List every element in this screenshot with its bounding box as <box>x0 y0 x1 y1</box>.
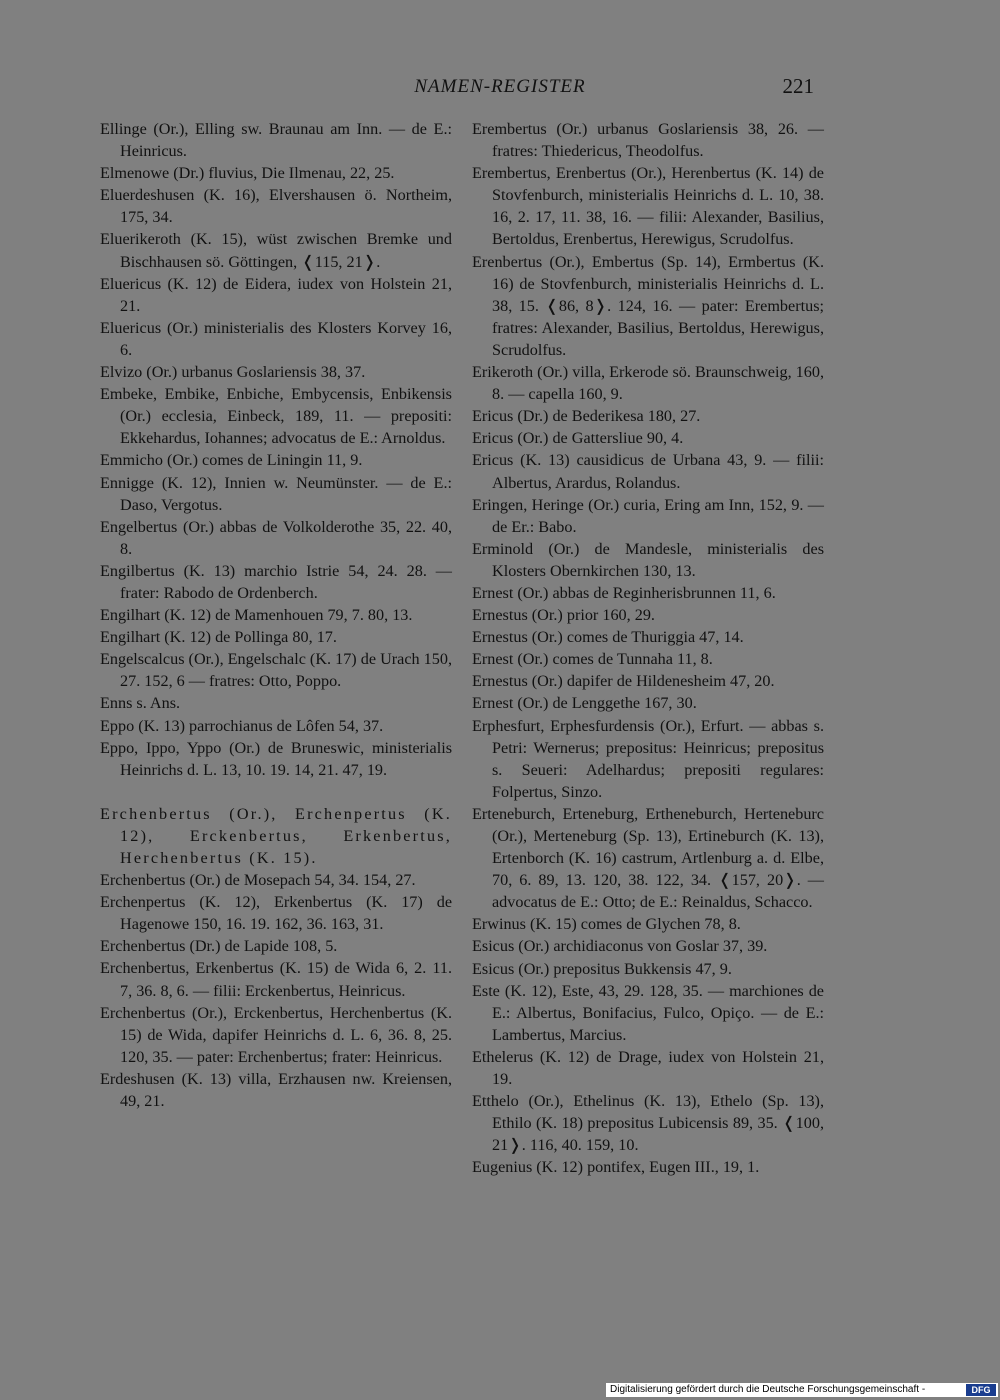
index-entry: Ethelerus (K. 12) de Drage, iudex von Holstein 21, 19. <box>472 1047 824 1089</box>
index-entry: Erphesfurt, Erphesfurdensis (Or.), Erfurt. — abbas s. Petri: Wernerus; prepositus: Heinricus; prepositus s. Seueri: Adelhardus; prepositi regulares: Folpertus, Sinzo. <box>472 716 824 801</box>
index-entry: Eppo, Ippo, Yppo (Or.) de Bruneswic, ministerialis Heinrichs d. L. 13, 10. 19. 14, 21. 47, 19. <box>100 738 452 779</box>
index-entry: Ernestus (Or.) prior 160, 29. <box>472 606 655 625</box>
index-entry: Emmicho (Or.) comes de Liningin 11, 9. <box>100 451 363 470</box>
index-entry: Esicus (Or.) archidiaconus von Goslar 37, 39. <box>472 937 768 956</box>
index-entry: Engelbertus (Or.) abbas de Volkolderothe 35, 22. 40, 8. <box>100 517 452 558</box>
index-entry: Eugenius (K. 12) pontifex, Eugen III., 19, 1. <box>472 1158 760 1177</box>
index-entry: Ericus (K. 13) causidicus de Urbana 43, 9. — filii: Albertus, Arardus, Rolandus. <box>472 451 824 492</box>
index-entry: Elvizo (Or.) urbanus Goslariensis 38, 37. <box>100 363 366 382</box>
index-entry: Erembertus, Erenbertus (Or.), Herenbertus (K. 14) de Stovfenburch, ministerialis Heinrichs d. L. 10, 38. 16, 2. 17, 11. 38, 16. — filii: Alexander, Basilius, Bertoldus, Erenbertus, Herewigus, Scrudolfus. <box>472 164 824 249</box>
index-entry: Embeke, Embike, Enbiche, Embycensis, Enbikensis (Or.) ecclesia, Einbeck, 189, 11. — prepositi: Ekkehardus, Iohannes; advocatus de E.: Arnoldus. <box>100 385 452 448</box>
index-entry: Ernest (Or.) abbas de Reginherisbrunnen 11, 6. <box>472 583 776 602</box>
index-entry: Erdeshusen (K. 13) villa, Erzhausen nw. Kreiensen, 49, 21. <box>100 1069 452 1111</box>
index-entry: Ellinge (Or.), Elling sw. Braunau am Inn. — de E.: Heinricus. <box>100 120 452 161</box>
funding-notice: Digitalisierung gefördert durch die Deutsche Forschungsgemeinschaft - <box>610 1384 926 1395</box>
index-entry: Engilhart (K. 12) de Pollinga 80, 17. <box>100 628 337 647</box>
index-entry: Erchenbertus (Or.) de Mosepach 54, 34. 154, 27. <box>100 871 416 890</box>
index-entry: Eluerikeroth (K. 15), wüst zwischen Bremke und Bischhausen sö. Göttingen, ❬115, 21❭. <box>100 230 452 271</box>
index-column-right <box>472 118 824 1179</box>
index-entry: Erenbertus (Or.), Embertus (Sp. 14), Ermbertus (K. 16) de Stovfenburch, ministerialis Heinrichs d. L. 38, 15. ❬86, 8❭. 124, 16. — pater: Erembertus; fratres: Alexander, Basilius, Bertoldus, Herewigus, Scrudolfus. <box>472 252 824 359</box>
page-number: 221 <box>782 74 814 98</box>
index-entry: Ericus (Or.) de Gattersliue 90, 4. <box>472 429 684 448</box>
index-entry: Erchenpertus (K. 12), Erkenbertus (K. 17) de Hagenowe 150, 16. 19. 162, 36. 163, 31. <box>100 893 452 934</box>
index-entry: Esicus (Or.) prepositus Bukkensis 47, 9. <box>472 959 732 978</box>
index-entry: Enns s. Ans. <box>100 694 181 713</box>
index-entry: Erikeroth (Or.) villa, Erkerode sö. Braunschweig, 160, 8. — capella 160, 9. <box>472 363 824 404</box>
index-entry: Ernest (Or.) de Lenggethe 167, 30. <box>472 694 697 713</box>
index-entry: Engilbertus (K. 13) marchio Istrie 54, 24. 28. — frater: Rabodo de Ordenberch. <box>100 561 452 602</box>
index-entry: Erchenbertus (Dr.) de Lapide 108, 5. <box>100 937 338 956</box>
index-entry: Ennigge (K. 12), Innien w. Neumünster. — de E.: Daso, Vergotus. <box>100 473 452 514</box>
index-entry: Engelscalcus (Or.), Engelschalc (K. 17) de Urach 150, 27. 152, 6 — fratres: Otto, Poppo. <box>100 650 452 691</box>
funding-footer <box>606 1383 998 1397</box>
index-entry: Erteneburch, Erteneburg, Ertheneburch, Herteneburc (Or.), Merteneburg (Sp. 13), Ertineburch (K. 13), Ertenborch (K. 16) castrum, Artlenburg a. d. Elbe, 70, 6. 89, 13. 120, 38. 122, 34. ❬157, 20❭. — advocatus de E.: Otto; de E.: Reinaldus, Schacco. <box>472 804 824 912</box>
index-entry: Eluerdeshusen (K. 16), Elvershausen ö. Northeim, 175, 34. <box>100 186 452 227</box>
index-entry: Eringen, Heringe (Or.) curia, Ering am Inn, 152, 9. — de Er.: Babo. <box>472 495 824 536</box>
index-entry: Erembertus (Or.) urbanus Goslariensis 38, 26. — fratres: Thiedericus, Theodolfus. <box>472 120 824 161</box>
section-heading-entry: Erchenbertus (Or.), Erchenpertus (K. 12), Erckenbertus, Erkenbertus, Herchenbertus (K. 15). <box>100 804 452 867</box>
index-entry: Este (K. 12), Este, 43, 29. 128, 35. — marchiones de E.: Albertus, Bonifacius, Fulco, Opiço. — de E.: Lambertus, Marcius. <box>472 981 824 1044</box>
index-entry: Erminold (Or.) de Mandesle, ministerialis des Klosters Obernkirchen 130, 13. <box>472 539 824 580</box>
index-entry: Elmenowe (Dr.) fluvius, Die Ilmenau, 22, 25. <box>100 164 395 183</box>
index-entry: Engilhart (K. 12) de Mamenhouen 79, 7. 80, 13. <box>100 606 413 625</box>
index-entry: Erchenbertus (Or.), Erckenbertus, Herchenbertus (K. 15) de Wida, dapifer Heinrichs d. L. 6, 36. 8, 25. 120, 35. — pater: Erchenbertus; frater: Heinricus. <box>100 1003 452 1066</box>
index-entry: Erchenbertus, Erkenbertus (K. 15) de Wida 6, 2. 11. 7, 36. 8, 6. — filii: Erckenbertus, Heinricus. <box>100 959 452 1000</box>
index-column-left <box>100 118 452 1112</box>
index-entry: Ericus (Dr.) de Bederikesa 180, 27. <box>472 407 701 426</box>
index-entry: Ernest (Or.) comes de Tunnaha 11, 8. <box>472 650 713 669</box>
index-entry: Erwinus (K. 15) comes de Glychen 78, 8. <box>472 915 741 934</box>
index-entry: Ernestus (Or.) comes de Thuriggia 47, 14. <box>472 628 744 647</box>
index-entry: Eluericus (K. 12) de Eidera, iudex von Holstein 21, 21. <box>100 274 452 315</box>
index-entry: Ernestus (Or.) dapifer de Hildenesheim 47, 20. <box>472 672 775 691</box>
index-entry: Eluericus (Or.) ministerialis des Klosters Korvey 16, 6. <box>100 318 452 359</box>
index-entry: Etthelo (Or.), Ethelinus (K. 13), Ethelo (Sp. 13), Ethilo (K. 18) prepositus Lubicensis 89, 35. ❬100, 21❭. 116, 40. 159, 10. <box>472 1092 824 1155</box>
dfg-logo: DFG <box>966 1384 996 1396</box>
index-entry: Eppo (K. 13) parrochianus de Lôfen 54, 37. <box>100 716 384 735</box>
running-head: NAMEN-REGISTER <box>414 76 586 97</box>
